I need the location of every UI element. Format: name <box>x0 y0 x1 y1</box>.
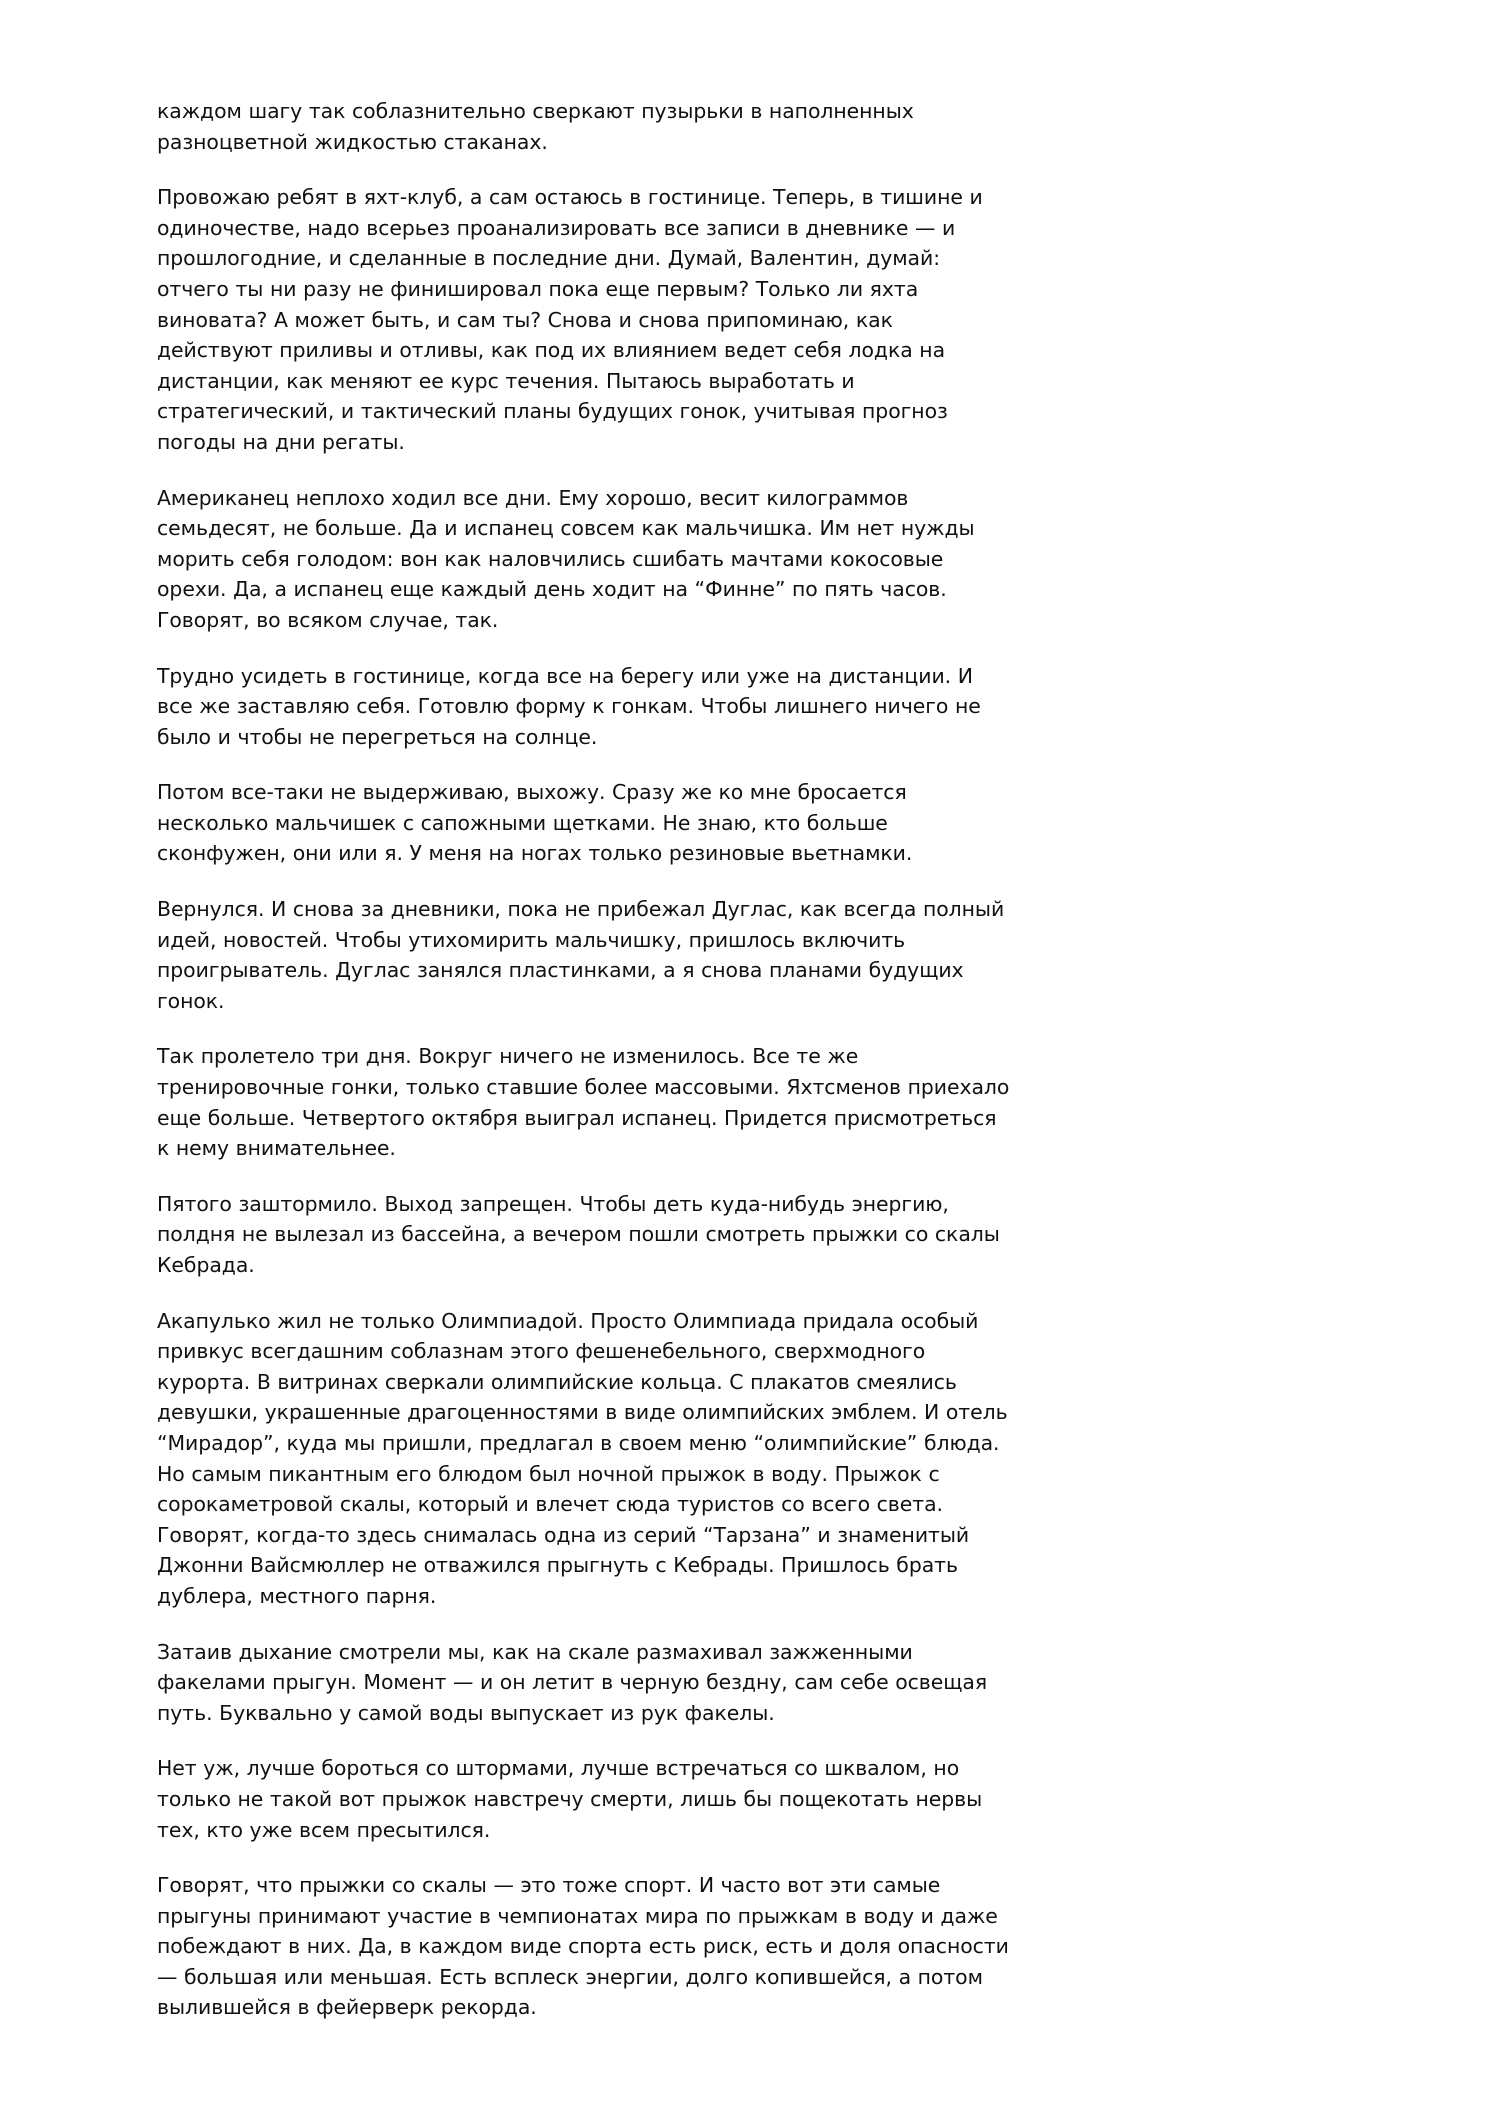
paragraph: Говорят, что прыжки со скалы — это тоже спорт. И часто вот эти самые прыгуны принимают участие в чемпионатах мира по прыжкам в воду и даже побеждают в них. Да, в каждом виде спорта есть риск, есть и доля опасности — большая или меньшая. Есть всплеск энергии, долго копившейся, а потом вылившейся в фейерверк рекорда. <box>157 1873 1009 2020</box>
paragraph: Трудно усидеть в гостинице, когда все на берегу или уже на дистанции. И все же заставляю себя. Готовлю форму к гонкам. Чтобы лишнего ничего не было и чтобы не перегреться на солнце. <box>157 663 981 749</box>
paragraph: Акапулько жил не только Олимпиадой. Просто Олимпиада придала особый привкус всегдашним соблазнам этого фешенебельного, сверхмодного курорта. В витринах сверкали олимпийские кольца. С плакатов смеялись девушки, украшенные драгоценностями в виде олимпийских эмблем. И отель “Мирадор”, куда мы пришли, предлагал в своем меню “олимпийские” блюда. Но самым пикантным его блюдом был ночной прыжок в воду. Прыжок с сорокаметровой скалы, который и влечет сюда туристов со всего света. Говорят, когда-то здесь снималась одна из серий “Тарзана” и знаменитый Джонни Вайсмюллер не отважился прыгнуть с Кебрады. Пришлось брать дублера, местного парня. <box>157 1308 1008 1608</box>
paragraph: каждом шагу так соблазнительно сверкают пузырьки в наполненных разноцветной жидкостью стаканах. <box>157 99 914 154</box>
paragraph: Нет уж, лучше бороться со штормами, лучше встречаться со шквалом, но только не такой вот прыжок навстречу смерти, лишь бы пощекотать нервы тех, кто уже всем пресытился. <box>157 1756 983 1842</box>
paragraph: Затаив дыхание смотрели мы, как на скале размахивал зажженными факелами прыгун. Момент — и он летит в черную бездну, сам себе освещая путь. Буквально у самой воды выпускает из рук факелы. <box>157 1639 988 1725</box>
body-text-column <box>157 96 1013 2023</box>
paragraph: Провожаю ребят в яхт-клуб, а сам остаюсь в гостинице. Теперь, в тишине и одиночестве, надо всерьез проанализировать все записи в дневнике — и прошлогодние, и сделанные в последние дни. Думай, Валентин, думай: отчего ты ни разу не финишировал пока еще первым? Только ли яхта виновата? А может быть, и сам ты? Снова и снова припоминаю, как действуют приливы и отливы, как под их влиянием ведет себя лодка на дистанции, как меняют ее курс течения. Пытаюсь выработать и стратегический, и тактический планы будущих гонок, учитывая прогноз погоды на дни регаты. <box>157 185 983 454</box>
paragraph: Так пролетело три дня. Вокруг ничего не изменилось. Все те же тренировочные гонки, только ставшие более массовыми. Яхтсменов приехало еще больше. Четвертого октября выиграл испанец. Придется присмотреться к нему внимательнее. <box>157 1044 1010 1161</box>
paragraph: Вернулся. И снова за дневники, пока не прибежал Дуглас, как всегда полный идей, новостей. Чтобы утихомирить мальчишку, пришлось включить проигрыватель. Дуглас занялся пластинками, а я снова планами будущих гонок. <box>157 897 1005 1013</box>
paragraph: Потом все-таки не выдерживаю, выхожу. Сразу же ко мне бросается несколько мальчишек с сапожными щетками. Не знаю, кто больше сконфужен, они или я. У меня на ногах только резиновые вьетнамки. <box>157 780 913 866</box>
paragraph: Американец неплохо ходил все дни. Ему хорошо, весит килограммов семьдесят, не больше. Да и испанец совсем как мальчишка. Им нет нужды морить себя голодом: вон как наловчились сшибать мачтами кокосовые орехи. Да, а испанец еще каждый день ходит на “Финне” по пять часов. Говорят, во всяком случае, так. <box>157 485 975 632</box>
paragraph: Пятого заштормило. Выход запрещен. Чтобы деть куда-нибудь энергию, полдня не вылезал из бассейна, а вечером пошли смотреть прыжки со скалы Кебрада. <box>157 1191 1000 1277</box>
